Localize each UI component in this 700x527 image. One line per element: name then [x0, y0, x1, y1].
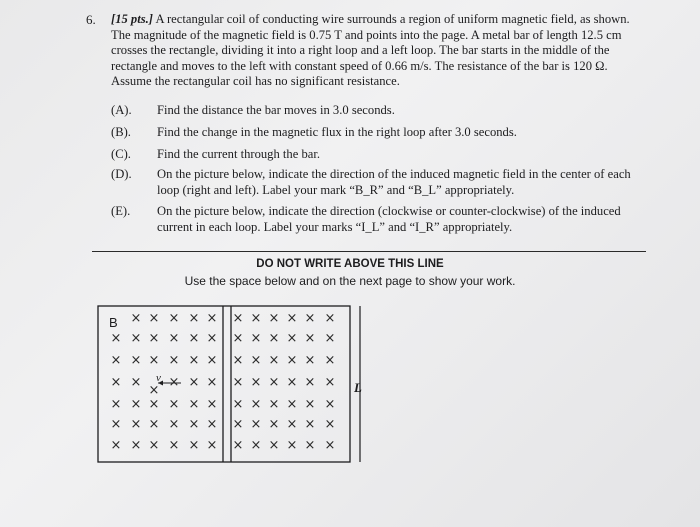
- field-mark-left: ×: [206, 331, 218, 346]
- field-mark-left: ×: [110, 331, 122, 346]
- field-mark-left: ×: [188, 375, 200, 390]
- field-mark-right: ×: [324, 417, 336, 432]
- part-text: On the picture below, indicate the direction (clockwise or counter-clockwise) of the induced current in each loop. Label your marks “I_L” and “I_R” appropriately.: [157, 204, 621, 234]
- field-mark-left: ×: [148, 438, 160, 453]
- divider-line: [92, 251, 646, 252]
- part-label: (C).: [111, 147, 131, 161]
- field-mark-right: ×: [232, 311, 244, 326]
- field-mark-left: ×: [110, 417, 122, 432]
- field-mark-right: ×: [304, 311, 316, 326]
- field-mark-left: ×: [206, 417, 218, 432]
- field-mark-right: ×: [232, 353, 244, 368]
- part-text: Find the distance the bar moves in 3.0 seconds.: [157, 103, 395, 117]
- field-mark-right: ×: [304, 331, 316, 346]
- points-label: [15 pts.]: [111, 12, 153, 26]
- field-mark-left: ×: [148, 311, 160, 326]
- field-mark-right: ×: [286, 397, 298, 412]
- field-mark-right: ×: [232, 331, 244, 346]
- field-mark-left: ×: [148, 397, 160, 412]
- field-mark-right: ×: [250, 311, 262, 326]
- field-mark-right: ×: [232, 417, 244, 432]
- part-label: (A).: [111, 103, 132, 117]
- field-mark-left: ×: [148, 383, 160, 398]
- velocity-label: v: [156, 372, 161, 384]
- field-mark-right: ×: [324, 311, 336, 326]
- field-mark-left: ×: [168, 331, 180, 346]
- field-mark-left: ×: [110, 353, 122, 368]
- field-mark-right: ×: [286, 311, 298, 326]
- field-mark-right: ×: [304, 353, 316, 368]
- field-mark-left: ×: [130, 438, 142, 453]
- field-mark-right: ×: [304, 397, 316, 412]
- part-text: Find the current through the bar.: [157, 147, 320, 161]
- field-mark-right: ×: [286, 353, 298, 368]
- field-mark-right: ×: [304, 417, 316, 432]
- field-mark-left: ×: [206, 438, 218, 453]
- field-label: B: [109, 315, 118, 330]
- field-mark-right: ×: [268, 311, 280, 326]
- field-mark-right: ×: [324, 331, 336, 346]
- coil-diagram: [96, 304, 376, 466]
- question-number: 6.: [86, 12, 96, 27]
- field-mark-right: ×: [268, 417, 280, 432]
- question-text: [111, 12, 651, 90]
- field-mark-right: ×: [232, 397, 244, 412]
- field-mark-right: ×: [324, 438, 336, 453]
- field-mark-left: ×: [130, 353, 142, 368]
- field-mark-left: ×: [168, 417, 180, 432]
- field-mark-right: ×: [250, 375, 262, 390]
- length-label: L: [354, 380, 362, 395]
- field-mark-left: ×: [168, 353, 180, 368]
- field-mark-left: ×: [148, 353, 160, 368]
- field-mark-right: ×: [250, 331, 262, 346]
- field-mark-left: ×: [168, 397, 180, 412]
- field-mark-left: ×: [110, 375, 122, 390]
- field-mark-left: ×: [188, 438, 200, 453]
- coil-diagram-svg: [96, 304, 376, 466]
- field-mark-right: ×: [268, 438, 280, 453]
- field-mark-right: ×: [268, 353, 280, 368]
- work-space-instruction: Use the space below and on the next page to show your work.: [184, 274, 516, 288]
- field-mark-right: ×: [232, 438, 244, 453]
- field-mark-left: ×: [188, 397, 200, 412]
- field-mark-left: ×: [130, 331, 142, 346]
- part-text: On the picture below, indicate the direction of the induced magnetic field in the center of each loop (right and left). Label your mark “B_R” and “B_L” appropriately.: [157, 167, 631, 197]
- field-mark-right: ×: [250, 397, 262, 412]
- field-mark-left: ×: [188, 311, 200, 326]
- field-mark-right: ×: [286, 438, 298, 453]
- field-mark-left: ×: [168, 375, 180, 390]
- part-label: (E).: [111, 204, 131, 218]
- field-mark-left: ×: [130, 375, 142, 390]
- do-not-write-notice: DO NOT WRITE ABOVE THIS LINE: [256, 258, 444, 270]
- field-mark-left: ×: [206, 311, 218, 326]
- field-mark-left: ×: [168, 438, 180, 453]
- field-mark-left: ×: [130, 417, 142, 432]
- field-mark-left: ×: [188, 331, 200, 346]
- field-mark-left: ×: [188, 417, 200, 432]
- field-mark-left: ×: [148, 331, 160, 346]
- field-mark-right: ×: [324, 375, 336, 390]
- field-mark-left: ×: [148, 417, 160, 432]
- field-mark-left: ×: [206, 353, 218, 368]
- field-mark-left: ×: [168, 311, 180, 326]
- field-mark-right: ×: [324, 353, 336, 368]
- field-mark-left: ×: [206, 375, 218, 390]
- field-mark-right: ×: [250, 353, 262, 368]
- field-mark-left: ×: [130, 397, 142, 412]
- field-mark-right: ×: [286, 417, 298, 432]
- field-mark-left: ×: [110, 438, 122, 453]
- field-mark-right: ×: [268, 397, 280, 412]
- field-mark-right: ×: [304, 438, 316, 453]
- field-mark-right: ×: [268, 331, 280, 346]
- part-label: (B).: [111, 125, 131, 139]
- question-body: A rectangular coil of conducting wire surrounds a region of uniform magnetic field, as shown. The magnitude of the magnetic field is 0.75 T and points into the page. A metal bar of length 12.5 cm crosses the rectangle, dividing it into a right loop and a left loop. The bar starts in the middle of the rectangle and moves to the left with constant speed of 0.66 m/s. The resistance of the bar is 120 Ω. Assume the rectangular coil has no significant resistance.: [111, 12, 630, 88]
- field-mark-right: ×: [286, 375, 298, 390]
- field-mark-right: ×: [286, 331, 298, 346]
- field-mark-right: ×: [250, 438, 262, 453]
- part-label: (D).: [111, 167, 132, 181]
- part-text: Find the change in the magnetic flux in the right loop after 3.0 seconds.: [157, 125, 517, 139]
- field-mark-left: ×: [110, 397, 122, 412]
- field-mark-right: ×: [268, 375, 280, 390]
- field-mark-right: ×: [324, 397, 336, 412]
- field-mark-left: ×: [206, 397, 218, 412]
- field-mark-left: ×: [130, 311, 142, 326]
- field-mark-right: ×: [232, 375, 244, 390]
- field-mark-left: ×: [188, 353, 200, 368]
- field-mark-right: ×: [304, 375, 316, 390]
- field-mark-right: ×: [250, 417, 262, 432]
